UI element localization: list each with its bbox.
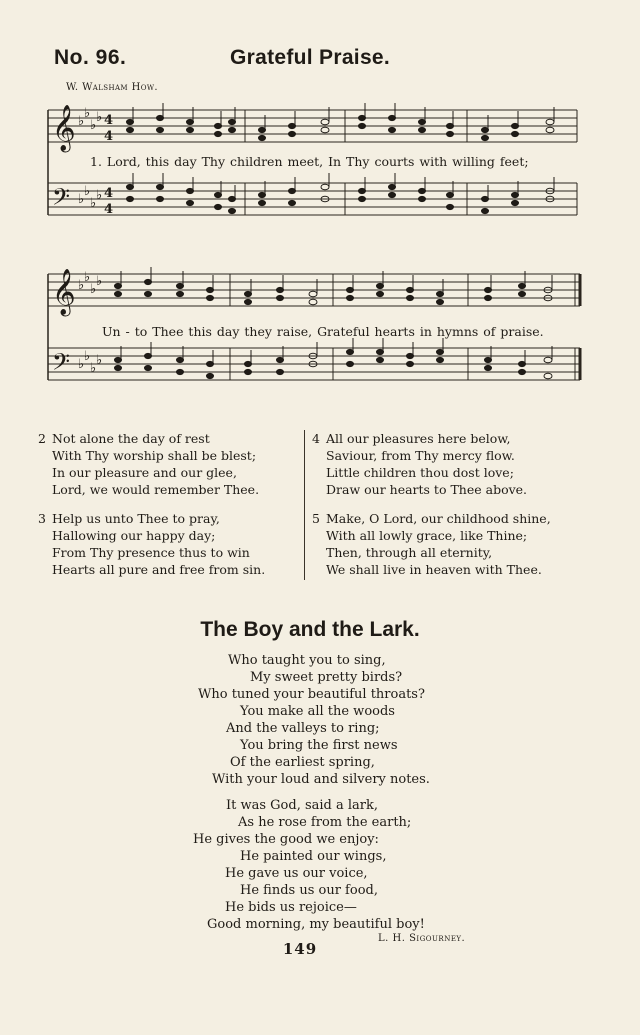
poem-line: My sweet pretty birds?	[250, 670, 403, 685]
svg-text:4: 4	[104, 129, 114, 144]
poem-line: With your loud and silvery notes.	[212, 772, 430, 787]
poem-line: He bids us rejoice—	[225, 900, 357, 915]
stanza-line: With Thy worship shall be blest;	[52, 448, 257, 463]
svg-text:♭: ♭	[78, 114, 85, 129]
svg-text:♭: ♭	[96, 188, 103, 203]
stanza-line: Make, O Lord, our childhood shine,	[326, 511, 551, 526]
poem-line: It was God, said a lark,	[226, 798, 379, 813]
stanza-line: Help us unto Thee to pray,	[52, 511, 220, 526]
svg-text:♭: ♭	[84, 106, 91, 121]
music-system-1	[40, 95, 585, 240]
svg-text:♭: ♭	[90, 361, 97, 376]
stanza-line: Lord, we would remember Thee.	[52, 482, 260, 497]
poem-author: L. H. Sigourney.	[378, 933, 466, 944]
treble-clef-icon: 𝄞	[52, 269, 76, 315]
svg-text:♭: ♭	[90, 282, 97, 297]
poem-title: The Boy and the Lark.	[200, 618, 420, 641]
poem-line: You bring the first news	[240, 738, 398, 753]
stanza-number: 2	[38, 431, 46, 446]
bass-clef-icon: 𝄢	[52, 183, 71, 216]
poem-line: Who taught you to sing,	[228, 653, 386, 668]
stanza-number: 5	[312, 511, 320, 526]
stanza-line: Saviour, from Thy mercy flow.	[326, 448, 515, 463]
stanza-line: Hearts all pure and free from sin.	[52, 562, 266, 577]
poem-line: As he rose from the earth;	[238, 815, 412, 830]
svg-text:4: 4	[104, 186, 114, 201]
hymn-author: W. Walsham How.	[66, 82, 159, 93]
svg-text:♭: ♭	[96, 110, 103, 125]
svg-text:♭: ♭	[96, 274, 103, 289]
stanza-line: With all lowly grace, like Thine;	[326, 528, 528, 543]
poem-line: You make all the woods	[240, 704, 395, 719]
hymn-title: Grateful Praise.	[230, 46, 391, 69]
svg-text:♭: ♭	[90, 196, 97, 211]
poem-line: And the valleys to ring;	[226, 721, 380, 736]
poem-line: He finds us our food,	[240, 883, 378, 898]
stanza-5	[312, 510, 551, 578]
poem-line: He gives the good we enjoy:	[193, 832, 379, 847]
poem-line: He painted our wings,	[240, 849, 387, 864]
stanza-line: Not alone the day of rest	[52, 431, 210, 446]
stanza-3	[38, 510, 265, 578]
key-signature-icon	[78, 270, 102, 376]
svg-text:♭: ♭	[84, 349, 91, 364]
stanza-4	[312, 430, 527, 498]
stanza-2	[38, 430, 259, 498]
stanza-line: All our pleasures here below,	[326, 431, 511, 446]
svg-text:♭: ♭	[90, 118, 97, 133]
svg-text:♭: ♭	[84, 270, 91, 285]
svg-text:4: 4	[104, 113, 114, 128]
svg-text:♭: ♭	[78, 192, 85, 207]
svg-text:♭: ♭	[78, 278, 85, 293]
svg-text:4: 4	[104, 202, 114, 217]
svg-text:♭: ♭	[84, 184, 91, 199]
poem-line: Of the earliest spring,	[230, 755, 375, 770]
poem-line: He gave us our voice,	[225, 866, 368, 881]
stanza-number: 3	[38, 511, 46, 526]
stanza-line: In our pleasure and our glee,	[52, 465, 237, 480]
poem-line: Good morning, my beautiful boy!	[207, 917, 425, 932]
stanza-number: 4	[312, 431, 320, 446]
stanza-line: From Thy presence thus to win	[52, 545, 250, 560]
treble-clef-icon: 𝄞	[52, 105, 76, 151]
svg-text:♭: ♭	[78, 357, 85, 372]
stanza-line: Hallowing our happy day;	[52, 528, 216, 543]
lyric-line-2: Un - to Thee this day they raise, Grateful hearts in hymns of praise.	[102, 324, 544, 339]
stanza-line: Then, through all eternity,	[326, 545, 493, 560]
lyric-line-1: 1. Lord, this day Thy children meet, In Thy courts with willing feet;	[90, 154, 529, 169]
stanza-line: We shall live in heaven with Thee.	[326, 562, 542, 577]
stanza-line: Draw our hearts to Thee above.	[326, 482, 528, 497]
svg-text:♭: ♭	[96, 353, 103, 368]
bass-clef-icon: 𝄢	[52, 348, 71, 381]
poem-line: Who tuned your beautiful throats?	[198, 687, 425, 702]
stanza-line: Little children thou dost love;	[326, 465, 514, 480]
music-system-2	[40, 262, 585, 407]
page-number: 149	[282, 940, 318, 958]
column-divider	[304, 430, 305, 580]
hymn-number: No. 96.	[54, 46, 127, 69]
